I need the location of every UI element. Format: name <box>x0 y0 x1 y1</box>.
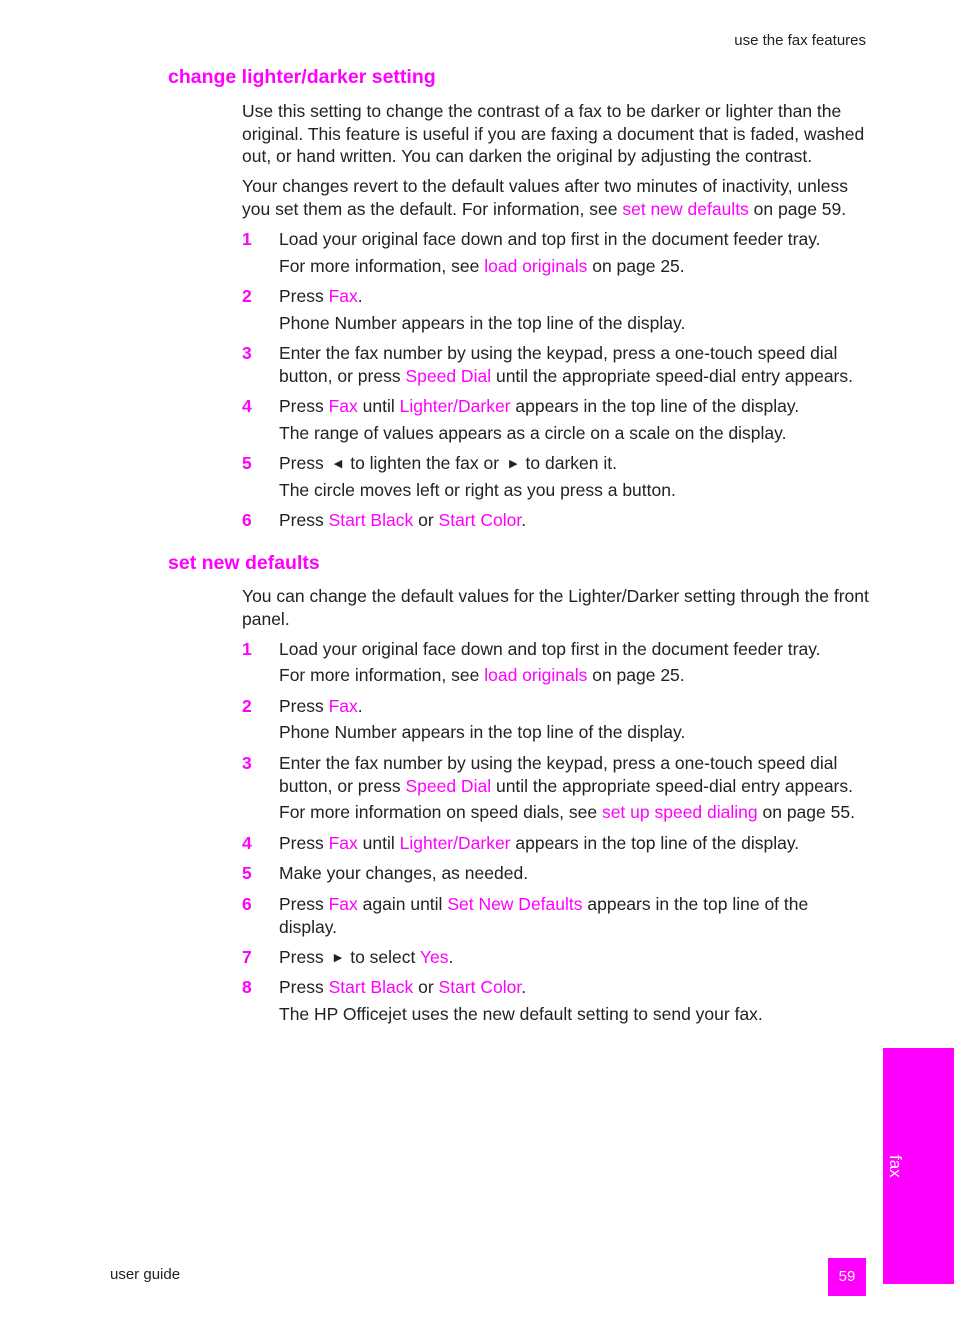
left-arrow-icon: ◀ <box>333 458 343 471</box>
step-3-note: For more information on speed dials, see set up speed dialing on page 55. <box>279 802 855 822</box>
step-2-note: Phone Number appears in the top line of the display. <box>279 722 686 742</box>
step-5-note: The circle moves left or right as you press a button. <box>279 480 676 500</box>
step-5: 5 Make your changes, as needed. <box>242 863 529 883</box>
step-number: 6 <box>242 510 252 530</box>
intro-paragraph: You can change the default values for the Lighter/Darker setting through the front panel. <box>242 586 869 629</box>
step-6: 6 Press Start Black or Start Color. <box>242 510 527 530</box>
page-number: 59 <box>828 1258 866 1296</box>
fax-link[interactable]: Fax <box>328 696 358 716</box>
step-1: 1 Load your original face down and top first in the document feeder tray. <box>242 229 821 249</box>
set-up-speed-dialing-link[interactable]: set up speed dialing <box>601 802 758 822</box>
step-number: 3 <box>242 343 252 363</box>
speed-dial-link[interactable]: Speed Dial <box>405 775 492 796</box>
set-new-defaults-link[interactable]: set new defaults <box>622 198 749 219</box>
step-number: 8 <box>242 977 252 997</box>
lighter-darker-link[interactable]: Lighter/Darker <box>399 396 511 416</box>
yes-link[interactable]: Yes <box>419 947 449 967</box>
footer-title: user guide <box>110 1266 181 1283</box>
step-number: 5 <box>242 863 252 883</box>
load-originals-link[interactable]: load originals <box>484 256 588 276</box>
step-1-note: For more information, see load originals on page 25. <box>279 256 685 276</box>
fax-link[interactable]: Fax <box>328 286 358 306</box>
fax-link[interactable]: Fax <box>328 833 358 853</box>
step-5: 5 Press ◀ to lighten the fax or ▶ to darken it. <box>242 452 870 476</box>
step-1: 1 Load your original face down and top first in the document feeder tray. <box>242 639 821 659</box>
lighter-darker-link[interactable]: Lighter/Darker <box>399 833 511 853</box>
step-4-note: The range of values appears as a circle on a scale on the display. <box>279 423 787 443</box>
start-color-link[interactable]: Start Color <box>438 977 522 997</box>
step-number: 5 <box>242 453 252 473</box>
step-number: 4 <box>242 396 252 416</box>
set-new-defaults-button-link[interactable]: Set New Defaults <box>447 894 583 914</box>
step-number: 2 <box>242 696 252 716</box>
speed-dial-link[interactable]: Speed Dial <box>405 365 492 386</box>
step-2-note: Phone Number appears in the top line of the display. <box>279 313 686 333</box>
step-4: 4 Press Fax until Lighter/Darker appears in the top line of the display. <box>242 833 800 853</box>
intro-paragraph: Use this setting to change the contrast of a fax to be darker or lighter than the original. This feature is useful if you are faxing a document that is faded, washed out, or hand written. You can darken the original by adjusting the contrast. <box>242 101 865 166</box>
step-1-note: For more information, see load originals on page 25. <box>279 665 685 685</box>
fax-link[interactable]: Fax <box>328 396 358 416</box>
right-arrow-icon: ▶ <box>509 458 518 471</box>
start-black-link[interactable]: Start Black <box>328 977 414 997</box>
step-number: 7 <box>242 947 252 967</box>
step-2: 2 Press Fax. <box>242 696 363 716</box>
defaults-paragraph: Your changes revert to the default values after two minutes of inactivity, unless you set them as the default. For information, see set new defaults on page 59. <box>242 176 849 219</box>
running-header: use the fax features <box>734 32 866 49</box>
step-2: 2 Press Fax. <box>242 286 363 306</box>
step-4: 4 Press Fax until Lighter/Darker appears in the top line of the display. <box>242 396 800 416</box>
start-black-link[interactable]: Start Black <box>328 510 414 530</box>
section-heading-set-new-defaults: set new defaults <box>168 552 320 574</box>
step-number: 2 <box>242 286 252 306</box>
step-7: 7 Press ▶ to select Yes. <box>242 946 870 970</box>
step-number: 1 <box>242 639 252 659</box>
step-6: 6 Press Fax again until Set New Defaults appears in the top line of the display. <box>242 894 809 937</box>
step-number: 1 <box>242 229 252 249</box>
step-number: 4 <box>242 833 252 853</box>
step-3: 3 Enter the fax number by using the keypad, press a one-touch speed dial button, or press Speed Dial until the appropriate speed-dial entry appears. <box>242 753 853 796</box>
step-number: 6 <box>242 894 252 914</box>
fax-link[interactable]: Fax <box>328 894 358 914</box>
step-number: 3 <box>242 753 252 773</box>
step-8: 8 Press Start Black or Start Color. <box>242 977 527 997</box>
section-heading-lighter-darker: change lighter/darker setting <box>168 66 436 88</box>
chapter-tab-label: fax <box>886 1155 905 1178</box>
right-arrow-icon: ▶ <box>333 952 343 965</box>
step-8-note: The HP Officejet uses the new default setting to send your fax. <box>279 1004 763 1024</box>
step-3: 3 Enter the fax number by using the keypad, press a one-touch speed dial button, or press Speed Dial until the appropriate speed-dial entry appears. <box>242 343 853 386</box>
start-color-link[interactable]: Start Color <box>438 510 522 530</box>
load-originals-link[interactable]: load originals <box>484 665 588 685</box>
